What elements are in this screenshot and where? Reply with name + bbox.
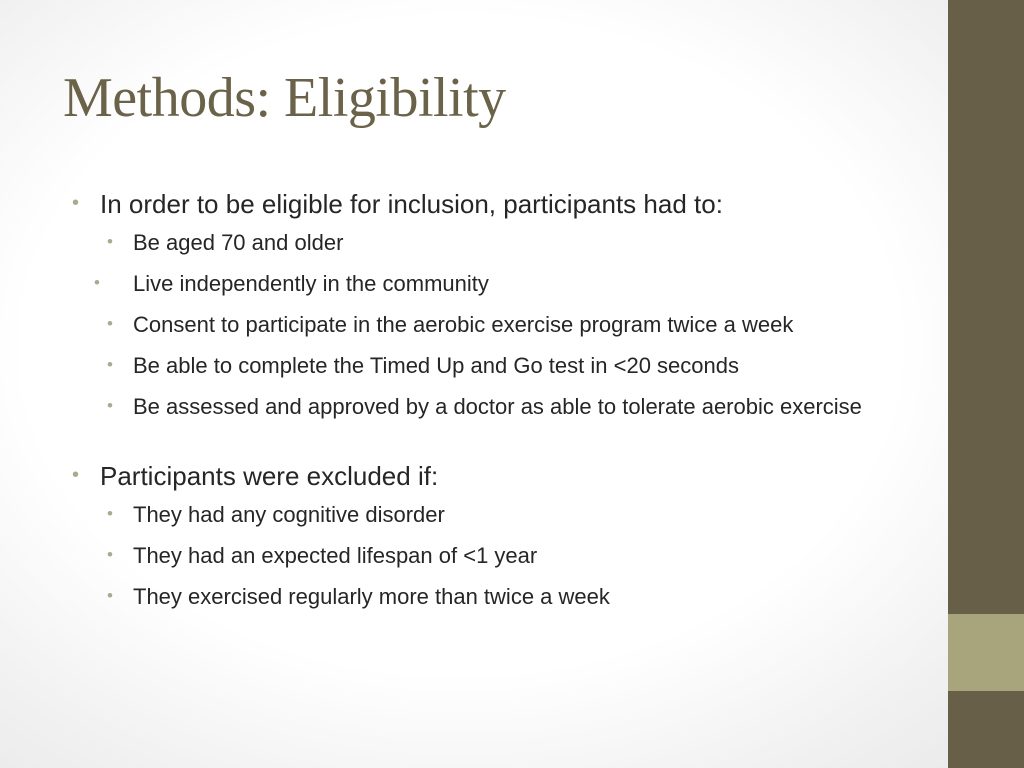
sub-bullet-item [100,539,922,573]
sub-bullet-list [94,226,922,424]
sub-bullet-text: Live independently in the community [133,271,489,296]
bullet-icon: • [107,314,113,333]
bullet-icon: • [94,273,100,292]
bullet-icon: • [107,355,113,374]
sub-bullet-text: They had any cognitive disorder [133,502,445,527]
sub-bullet-list [100,498,922,614]
sub-bullet-item [100,308,922,342]
sub-bullet-item [100,498,922,532]
bullet-text: Participants were excluded if: [100,461,439,491]
bullet-item [72,458,922,614]
sub-bullet-item [100,390,922,424]
sub-bullet-item [100,580,922,614]
sidebar-accent-block [948,614,1024,691]
sub-bullet-text: Be assessed and approved by a doctor as able to tolerate aerobic exercise [133,394,862,419]
sub-bullet-item [100,226,922,260]
bullet-icon: • [107,396,113,415]
sub-bullet-text: Be able to complete the Timed Up and Go test in <20 seconds [133,353,739,378]
bullet-list [72,186,922,614]
bullet-icon: • [107,504,113,523]
bullet-icon: • [107,586,113,605]
slide-title: Methods: Eligibility [63,67,506,129]
bullet-text: In order to be eligible for inclusion, participants had to: [100,189,723,219]
bullet-icon: • [107,232,113,251]
bullet-item [72,186,922,424]
sub-bullet-item [100,349,922,383]
sub-bullet-text: Consent to participate in the aerobic exercise program twice a week [133,312,794,337]
sub-bullet-item [94,267,922,301]
sub-bullet-text: They exercised regularly more than twice a week [133,584,610,609]
sub-bullet-text: They had an expected lifespan of <1 year [133,543,538,568]
bullet-icon: • [72,464,80,486]
bullet-icon: • [107,545,113,564]
bullet-icon: • [72,192,80,214]
sub-bullet-text: Be aged 70 and older [133,230,344,255]
